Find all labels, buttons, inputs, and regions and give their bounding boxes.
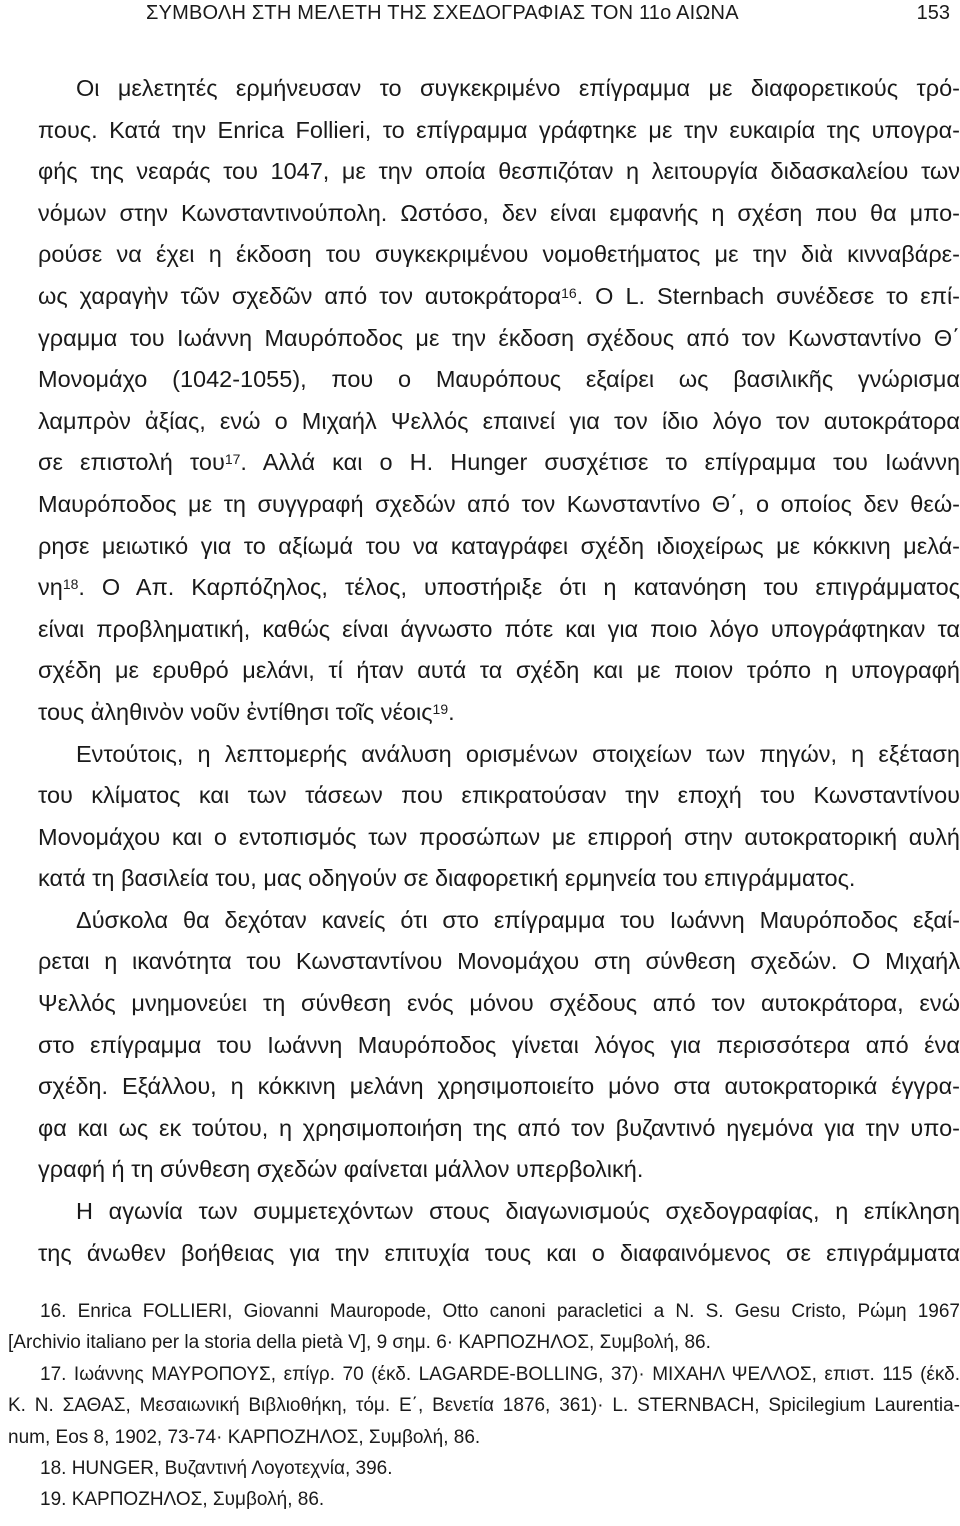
text-line: σχέδη. Εξάλλου, η κόκκινη μελάνη χρησιμοποιείτο μόνο στα αυτοκρατορικά έγγρα-: [38, 1073, 960, 1100]
text-line: γραφή ή τη σύνθεση σχεδών φαίνεται μάλλον υπερβολική.: [38, 1156, 644, 1183]
footnotes: [8, 1296, 960, 1516]
text-segment: νη: [38, 574, 63, 601]
footnote-17-cont: Κ. Ν. ΣΑΘΑΣ, Μεσαιωνική Βιβλιοθήκη, τόμ. Ε΄, Βενετία 1876, 361)· L. STERNBACH, Spicilegium Laurentia-: [8, 1395, 960, 1417]
text-segment: .: [448, 698, 455, 725]
text-line: είναι προβληματική, καθώς είναι άγνωστο πότε και για ποιο λόγο υπογράφτηκαν τα: [38, 615, 960, 642]
text-line: ρησε μειωτικό για το αξίωμά του να καταγράφει σχέδη ιδιοχείρως με κόκκινη μελά-: [38, 532, 960, 559]
footnote-marker: 17: [224, 451, 241, 468]
text-line: κατά τη βασιλεία του, μας οδηγούν σε διαφορετική ερμηνεία του επιγράμματος.: [38, 865, 856, 892]
text-line: φα και ως εκ τούτου, η χρησιμοποιήση της από τον βυζαντινό ηγεμόνα για την υπο-: [38, 1114, 960, 1141]
text-line: του κλίματος και των τάσεων που επικρατούσαν την εποχή του Κωνσταντίνου: [38, 782, 960, 809]
text-segment: ως χαραγὴν τῶν σχεδῶν από τον αυτοκράτορα: [38, 282, 562, 309]
text-segment: τους ἀληθινὸν νοῦν ἐντίθησι τοῖς νέοις: [38, 698, 433, 725]
footnote-17-end: num, Eos 8, 1902, 73-74· ΚΑΡΠΟΖΗΛΟΣ, Συμβολή, 86.: [8, 1426, 481, 1448]
text-line: σχέδη με ερυθρό μελάνι, τί ήταν αυτά τα σχέδη και με ποιον τρόπο η υπογραφή: [38, 657, 960, 684]
footnote-16: 16. Enrica FOLLIERI, Giovanni Mauropode, Otto canoni paracletici a N. S. Gesu Cristo, Ρώμη 1967: [40, 1301, 960, 1322]
text-segment: . Ο L. Sternbach συνέδεσε το επί-: [576, 282, 960, 309]
text-line: Μαυρόποδος με τη συγγραφή σχεδών από τον Κωνσταντίνο Θ΄, ο οποίος δεν θεώ-: [38, 490, 960, 517]
footnote-17: 17. Ιωάννης ΜΑΥΡΟΠΟΥΣ, επίγρ. 70 (έκδ. LAGARDE-BOLLING, 37)· ΜΙΧΑΗΛ ΨΕΛΛΟΣ, επιστ. 115 (έκδ.: [40, 1363, 960, 1385]
text-segment: σε επιστολή του: [38, 449, 225, 476]
body-text: [38, 68, 960, 1274]
text-line: Μονομάχου και ο εντοπισμός των προσώπων με επιρροή στην αυτοκρατορική αυλή: [38, 823, 960, 850]
text-line: [38, 567, 960, 609]
footnote-18: 18. HUNGER, Βυζαντινή Λογοτεχνία, 396.: [40, 1457, 393, 1479]
text-segment: . Ο Απ. Καρπόζηλος, τέλος, υποστήριξε ότι η κατανόηση του επιγράμματος: [78, 574, 960, 601]
text-line: ρεται η ικανότητα του Κωνσταντίνου Μονομάχου στη σύνθεση σχεδών. Ο Μιχαήλ: [38, 948, 960, 975]
text-line: [38, 276, 960, 318]
footnote-19: 19. ΚΑΡΠΟΖΗΛΟΣ, Συμβολή, 86.: [40, 1489, 325, 1511]
running-title: ΣΥΜΒΟΛΗ ΣΤΗ ΜΕΛΕΤΗ ΤΗΣ ΣΧΕΔΟΓΡΑΦΙΑΣ ΤΟΝ 11ο ΑΙΩΝΑ: [146, 2, 739, 24]
text-line: Μονομάχο (1042-1055), που ο Μαυρόπους εξαίρει ως βασιλικῆς γνώρισμα: [38, 366, 960, 393]
text-line: γραμμα του Ιωάννη Μαυρόποδος με την έκδοση σχέδους από τον Κωνσταντίνο Θ΄: [38, 324, 960, 351]
text-line: Εντούτοις, η λεπτομερής ανάλυση ορισμένων στοιχείων των πηγών, η εξέταση: [76, 740, 960, 767]
text-line: [38, 442, 960, 484]
text-line: στο επίγραμμα του Ιωάννη Μαυρόποδος γίνεται λόγος για περισσότερα από ένα: [38, 1031, 960, 1058]
footnote-marker: 19: [432, 700, 449, 717]
text-line: Ψελλός μνημονεύει τη σύνθεση ενός μόνου σχέδους από τον αυτοκράτορα, ενώ: [38, 990, 960, 1017]
text-line: Η αγωνία των συμμετεχόντων στους διαγωνισμούς σχεδογραφίας, η επίκληση: [76, 1198, 960, 1225]
text-line: της άνωθεν βοήθειας για την επιτυχία τους και ο διαφαινόμενος σε επιγράμματα: [38, 1239, 960, 1266]
text-line: λαμπρὸν ἀξίας, ενώ ο Μιχαήλ Ψελλός επαινεί για τον ίδιο λόγο τον αυτοκράτορα: [38, 407, 960, 434]
text-line: Οι μελετητές ερμήνευσαν το συγκεκριμένο επίγραμμα με διαφορετικούς τρό-: [76, 75, 960, 101]
footnote-marker: 18: [62, 576, 79, 593]
running-header: [38, 0, 952, 30]
text-line: νόμων στην Κωνσταντινούπολη. Ωστόσο, δεν είναι εμφανής η σχέση που θα μπο-: [38, 199, 960, 226]
text-line: [38, 692, 960, 734]
text-line: ρούσε να έχει η έκδοση του συγκεκριμένου νομοθετήματος με την διὰ κινναβάρε-: [38, 241, 960, 268]
text-line: Δύσκολα θα δεχόταν κανείς ότι στο επίγραμμα του Ιωάννη Μαυρόποδος εξαί-: [76, 906, 960, 933]
footnote-16-cont: [Archivio italiano per la storia della pietà V], 9 σημ. 6· ΚΑΡΠΟΖΗΛΟΣ, Συμβολή, 86.: [8, 1332, 711, 1354]
page-number: 153: [916, 2, 950, 24]
text-line: φής της νεαράς του 1047, με την οποία θεσπιζόταν η λειτουργία διδασκαλείου των: [38, 158, 960, 185]
text-line: πους. Κατά την Enrica Follieri, το επίγραμμα γράφτηκε με την ευκαιρία της υπογρα-: [38, 116, 960, 143]
footnote-marker: 16: [561, 284, 577, 301]
text-segment: . Αλλά και ο H. Hunger συσχέτισε το επίγραμμα του Ιωάννη: [240, 449, 960, 476]
